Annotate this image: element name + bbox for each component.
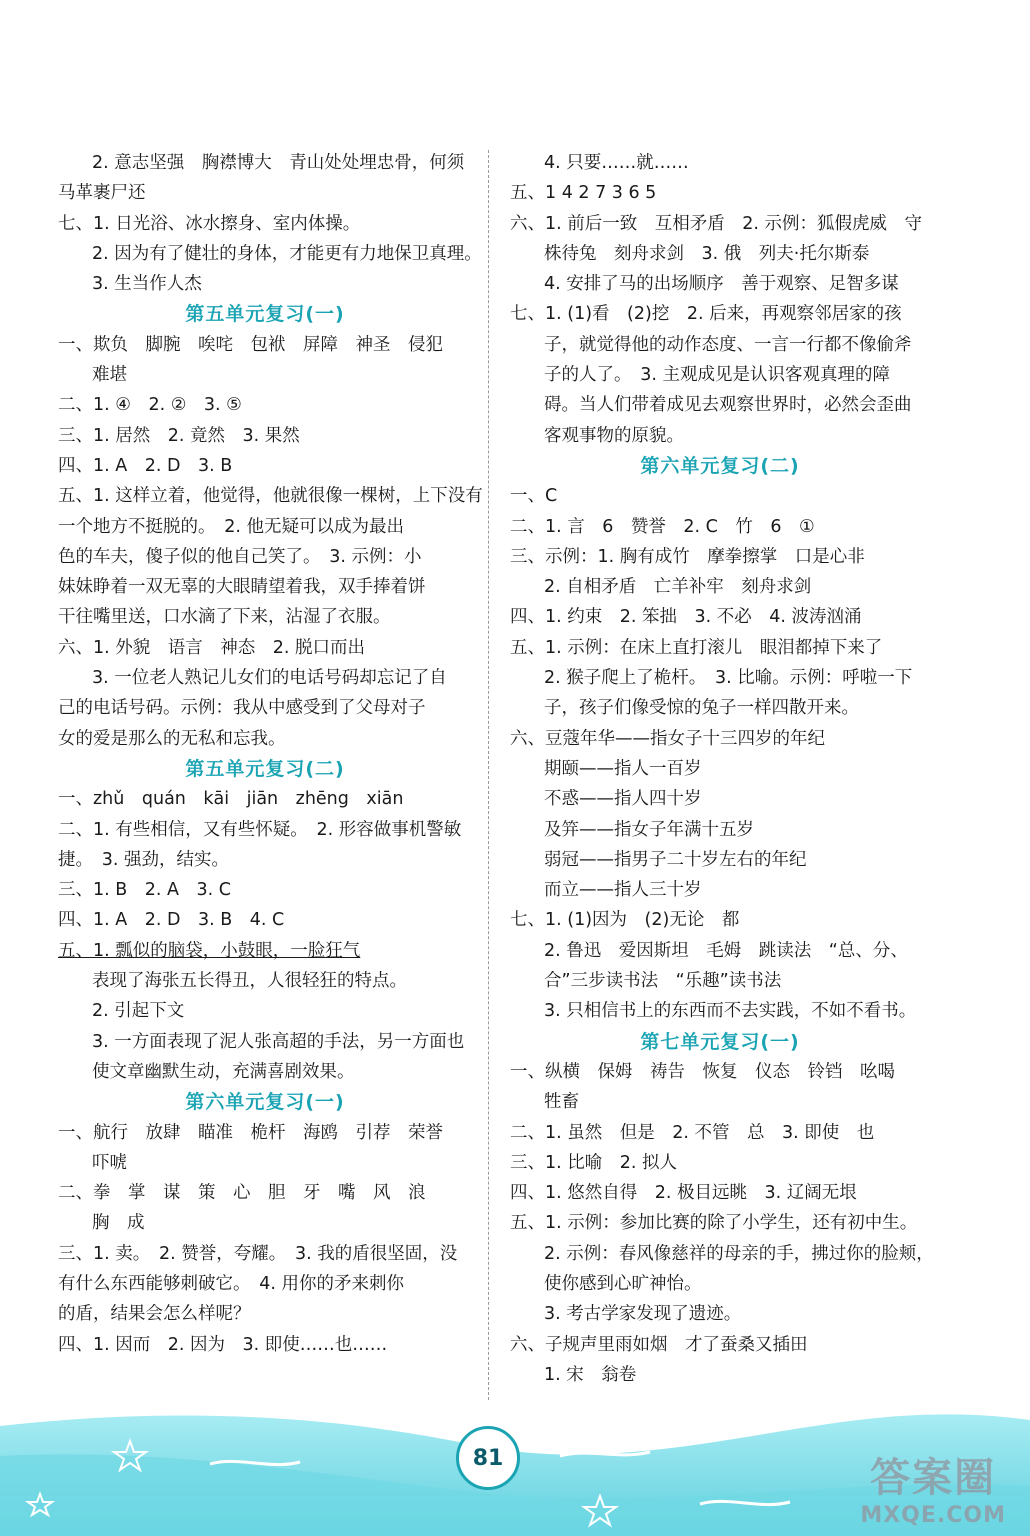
answer-line: 的盾，结果会怎么样呢？ — [58, 1304, 251, 1325]
answer-line: 妹妹睁着一双无辜的大眼睛望着我，双手捧着饼 — [58, 577, 426, 598]
answer-line: 五、1 4 2 7 3 6 5 — [510, 183, 657, 204]
answer-line: 四、1. 悠然自得 2. 极目远眺 3. 辽阔无垠 — [510, 1183, 857, 1204]
answer-line: 五、1. 示例：参加比赛的除了小学生，还有初中生。 — [510, 1213, 918, 1234]
answer-line: 株待兔 刻舟求剑 3. 俄 列夫·托尔斯泰 — [544, 243, 870, 264]
section-heading: 第六单元复习(二) — [640, 454, 800, 477]
answer-line: 1. 宋 翁卷 — [544, 1364, 637, 1385]
answer-line: 胸 成 — [92, 1213, 145, 1234]
left-column — [58, 148, 483, 1360]
section-heading: 第五单元复习(二) — [185, 757, 345, 780]
answer-line: 2. 意志坚强 胸襟博大 青山处处埋忠骨，何须 — [92, 153, 465, 173]
answer-line: 4. 只要……就…… — [544, 153, 689, 173]
answer-line: 二、1. 言 6 赞誉 2. C 竹 6 ① — [510, 516, 815, 537]
answer-line: 二、拳 掌 谋 策 心 胆 牙 嘴 风 浪 — [58, 1183, 426, 1204]
answer-line: 不惑——指人四十岁 — [544, 789, 702, 810]
answer-line: 三、1. 居然 2. 竟然 3. 果然 — [58, 425, 300, 446]
answer-line: 六、1. 前后一致 互相矛盾 2. 示例：狐假虎威 守 — [510, 213, 923, 234]
answer-line: 3. 生当作人杰 — [92, 274, 202, 295]
answer-line: 六、豆蔻年华——指女子十三四岁的年纪 — [510, 728, 825, 749]
watermark-url: MXQE.COM — [860, 1503, 1006, 1528]
answer-line: 四、1. 因而 2. 因为 3. 即使……也…… — [58, 1334, 388, 1355]
answer-line: 七、1. 日光浴、冰水擦身、室内体操。 — [58, 213, 361, 234]
answer-line: 三、1. 卖。 2. 赞誉，夸耀。 3. 我的盾很坚固，没 — [58, 1243, 458, 1264]
answer-line: 二、1. ④ 2. ② 3. ⑤ — [58, 395, 242, 416]
answer-line: 三、示例：1. 胸有成竹 摩拳擦掌 口是心非 — [510, 546, 865, 567]
answer-line: 2. 示例：春风像慈祥的母亲的手，拂过你的脸颊， — [544, 1243, 934, 1264]
answer-line: 四、1. A 2. D 3. B — [58, 455, 233, 476]
answer-line: 二、1. 有些相信，又有些怀疑。 2. 形容做事机警敏 — [58, 819, 462, 840]
answer-line: 表现了海张五长得丑，人很轻狂的特点。 — [92, 971, 407, 992]
answer-line: 七、1. (1)因为 (2)无论 都 — [510, 910, 740, 931]
answer-line: 色的车夫，傻子似的他自己笑了。 3. 示例：小 — [58, 546, 422, 567]
page-number: 81 — [456, 1426, 520, 1490]
answer-line: 己的电话号码。示例：我从中感受到了父母对子 — [58, 698, 426, 719]
answer-line: 而立——指人三十岁 — [544, 880, 702, 901]
answer-line: 七、1. (1)看 (2)挖 2. 后来，再观察邻居家的孩 — [510, 304, 902, 325]
right-column — [510, 148, 934, 1390]
answer-line: 2. 鲁迅 爱因斯坦 毛姆 跳读法 “总、分、 — [544, 940, 908, 961]
answer-line: 一个地方不挺脱的。 2. 他无疑可以成为最出 — [58, 516, 405, 537]
watermark-logo — [860, 1446, 1006, 1528]
answer-line: 三、1. 比喻 2. 拟人 — [510, 1152, 678, 1173]
answer-line: 及笄——指女子年满十五岁 — [544, 819, 754, 840]
section-heading: 第七单元复习(一) — [640, 1030, 800, 1053]
star-icon — [649, 1401, 681, 1430]
answer-line: 2. 猴子爬上了桅杆。 3. 比喻。示例：呼啦一下 — [544, 668, 913, 689]
answer-line: 使你感到心旷神怡。 — [544, 1273, 702, 1294]
answer-line: 2. 引起下文 — [92, 1001, 185, 1022]
column-divider — [488, 150, 489, 1400]
section-heading: 第五单元复习(一) — [185, 303, 345, 326]
answer-line: 马革裹尸还 — [58, 183, 146, 204]
answer-line: 4. 安排了马的出场顺序 善于观察、足智多谋 — [544, 274, 899, 295]
answer-line: 碍。当人们带着成见去观察世界时，必然会歪曲 — [544, 395, 912, 416]
section-heading: 第六单元复习(一) — [185, 1091, 345, 1114]
answer-line: 3. 只相信书上的东西而不去实践，不如不看书。 — [544, 1001, 917, 1022]
answer-line: 3. 一方面表现了泥人张高超的手法，另一方面也 — [92, 1031, 465, 1052]
answer-line: 牲畜 — [544, 1092, 579, 1113]
answer-line: 一、欺负 脚腕 唉咤 包袱 屏障 神圣 侵犯 — [58, 334, 443, 355]
answer-line: 一、zhǔ quán kāi jiān zhēng xiān — [58, 789, 404, 810]
answer-line: 有什么东西能够刺破它。 4. 用你的矛来刺你 — [58, 1273, 405, 1294]
answer-line: 使文章幽默生动，充满喜剧效果。 — [92, 1061, 355, 1082]
answer-line: 一、纵横 保姆 祷告 恢复 仪态 铃铛 吆喝 — [510, 1061, 895, 1082]
answer-line: 三、1. B 2. A 3. C — [58, 880, 231, 901]
answer-line: 期颐——指人一百岁 — [544, 758, 702, 779]
answer-line: 干往嘴里送，口水滴了下来，沾湿了衣服。 — [58, 607, 391, 628]
answer-line: 四、1. A 2. D 3. B 4. C — [58, 910, 285, 931]
answer-line: 子，孩子们像受惊的兔子一样四散开来。 — [544, 698, 859, 719]
answer-line: 女的爱是那么的无私和忘我。 — [58, 728, 286, 749]
answer-line: 一、航行 放肆 瞄准 桅杆 海鸥 引荐 荣誉 — [58, 1122, 443, 1143]
answer-line: 一、C — [510, 486, 558, 507]
answer-line: 四、1. 约束 2. 笨拙 3. 不必 4. 波涛汹涌 — [510, 607, 862, 628]
answer-line: 子的人了。 3. 主观成见是认识客观真理的障 — [544, 365, 891, 386]
answer-line: 捷。 3. 强劲，结实。 — [58, 849, 230, 870]
answer-line: 五、1. 瓢似的脑袋，小鼓眼，一脸狂气 — [58, 940, 361, 961]
answer-line: 3. 考古学家发现了遗迹。 — [544, 1304, 742, 1325]
answer-line: 吓唬 — [92, 1152, 127, 1173]
answer-line: 2. 自相矛盾 亡羊补牢 刻舟求剑 — [544, 577, 812, 598]
answer-line: 2. 因为有了健壮的身体，才能更有力地保卫真理。 — [92, 243, 482, 264]
answer-line: 弱冠——指男子二十岁左右的年纪 — [544, 849, 807, 870]
answer-line: 五、1. 这样立着，他觉得，他就很像一棵树，上下没有 — [58, 486, 483, 507]
answer-line: 3. 一位老人熟记儿女们的电话号码却忘记了自 — [92, 668, 447, 689]
answer-line: 客观事物的原貌。 — [544, 425, 684, 446]
answer-line: 六、1. 外貌 语言 神态 2. 脱口而出 — [58, 637, 366, 658]
answer-line: 子，就觉得他的动作态度、一言一行都不像偷斧 — [544, 334, 912, 355]
answer-line: 六、子规声里雨如烟 才了蚕桑又插田 — [510, 1334, 808, 1355]
watermark-title: 答案圈 — [870, 1455, 997, 1501]
answer-line: 合”三步读书法 “乐趣”读书法 — [544, 971, 782, 992]
answer-line: 五、1. 示例：在床上直打滚儿 眼泪都掉下来了 — [510, 637, 883, 658]
answer-line: 难堪 — [92, 365, 127, 386]
answer-line: 二、1. 虽然 但是 2. 不管 总 3. 即使 也 — [510, 1122, 875, 1143]
